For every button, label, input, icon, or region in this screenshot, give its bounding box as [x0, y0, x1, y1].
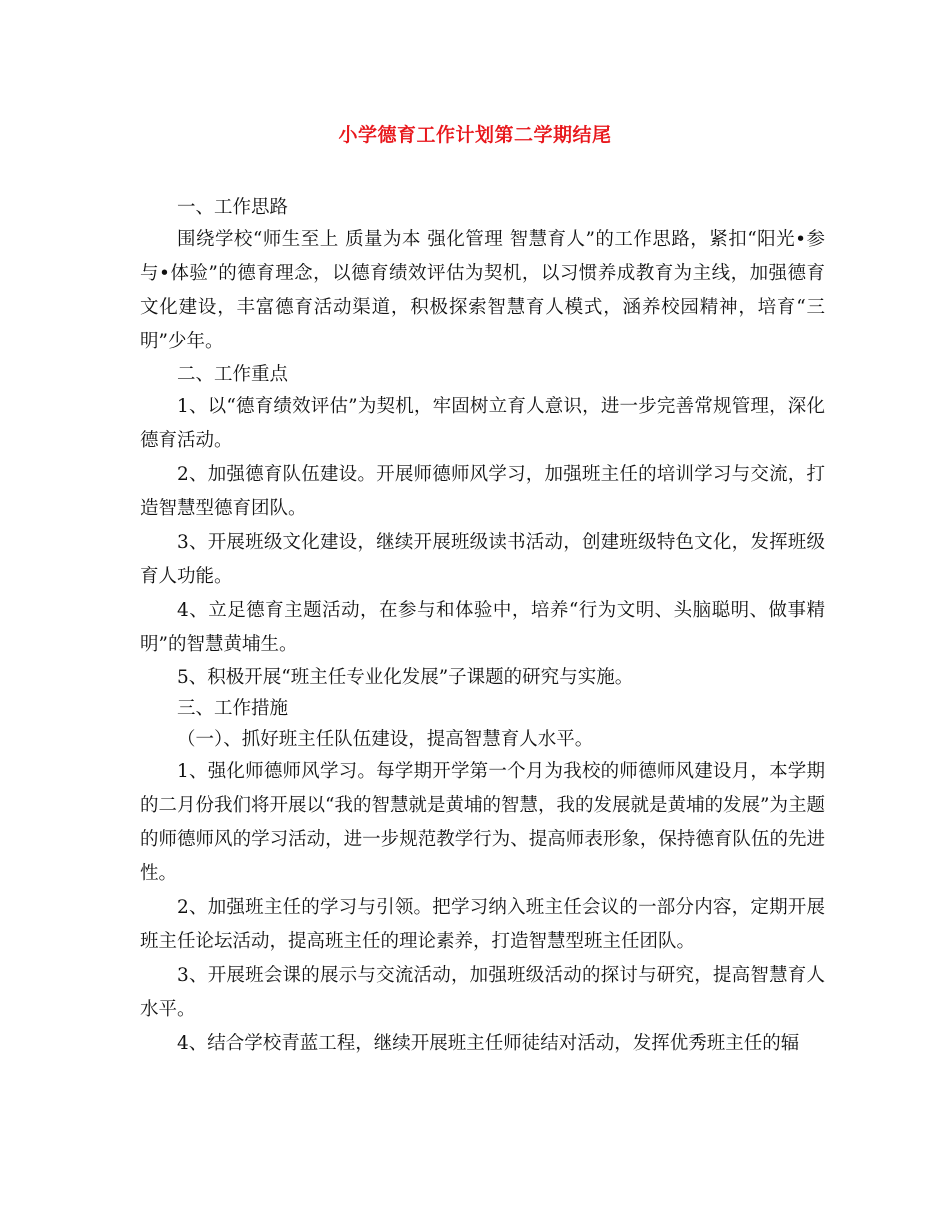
paragraph-focus-3: 3、开展班级文化建设，继续开展班级读书活动，创建班级特色文化，发挥班级育人功能。 — [140, 532, 825, 587]
section-heading-work-focus: 二、工作重点 — [177, 364, 289, 385]
section-heading-work-ideas: 一、工作思路 — [177, 197, 289, 218]
paragraph-measure-1: 1、强化师德师风学习。每学期开学第一个月为我校的师德师风建设月，本学期的二月份我们将开展以“我的智慧就是黄埔的智慧，我的发展就是黄埔的发展”为主题的师德师风的学习活动，进一步规范教学行为、提高师表形象，保持德育队伍的先进性。 — [140, 761, 825, 884]
section-heading-work-measures: 三、工作措施 — [177, 698, 289, 719]
paragraph-measure-3: 3、开展班会课的展示与交流活动，加强班级活动的探讨与研究，提高智慧育人水平。 — [140, 965, 825, 1020]
paragraph-focus-5: 5、积极开展“班主任专业化发展”子课题的研究与实施。 — [177, 667, 634, 688]
document-body — [140, 192, 825, 1061]
subsection-heading-1: （一）、抓好班主任队伍建设，提高智慧育人水平。 — [177, 729, 594, 750]
document-title: 小学德育工作计划第二学期结尾 — [338, 124, 612, 146]
paragraph-focus-2: 2、加强德育队伍建设。开展师德师风学习，加强班主任的培训学习与交流，打造智慧型德育团队。 — [140, 464, 825, 519]
paragraph-measure-4: 4、结合学校青蓝工程，继续开展班主任师徒结对活动，发挥优秀班主任的辐 — [177, 1033, 800, 1054]
paragraph-work-ideas: 围绕学校“师生至上 质量为本 强化管理 智慧育人”的工作思路，紧扣“阳光•参与•体验”的德育理念，以德育绩效评估为契机，以习惯养成教育为主线，加强德育文化建设，丰富德育活动渠道，积极探索智慧育人模式，涵养校园精神，培育“三明”少年。 — [140, 229, 825, 352]
paragraph-measure-2: 2、加强班主任的学习与引领。把学习纳入班主任会议的一部分内容，定期开展班主任论坛活动，提高班主任的理论素养，打造智慧型班主任团队。 — [140, 897, 825, 952]
paragraph-focus-4: 4、立足德育主题活动，在参与和体验中，培养“行为文明、头脑聪明、做事精明”的智慧黄埔生。 — [140, 600, 825, 655]
paragraph-focus-1: 1、以“德育绩效评估”为契机，牢固树立育人意识，进一步完善常规管理，深化德育活动。 — [140, 396, 825, 451]
